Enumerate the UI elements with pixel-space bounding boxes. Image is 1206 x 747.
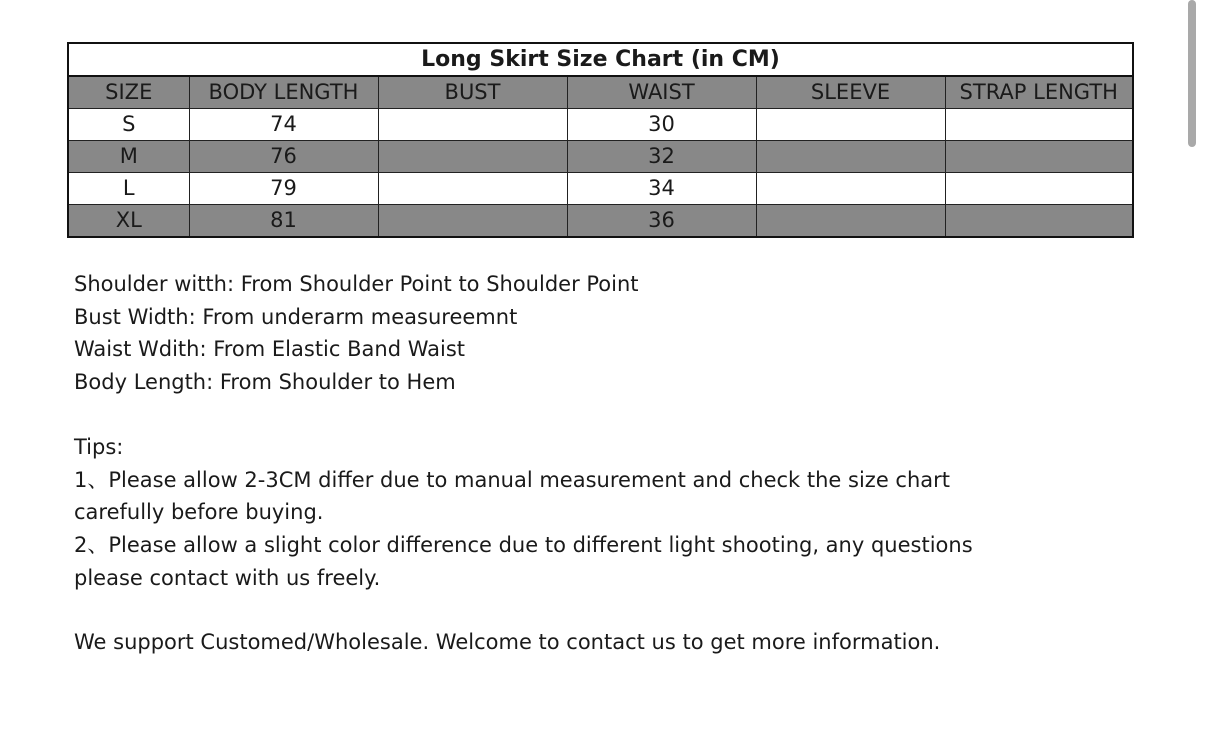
header-cell: BODY LENGTH (189, 77, 378, 109)
table-row (69, 109, 1132, 141)
table-cell: 74 (189, 109, 378, 141)
tips-heading: Tips: (74, 434, 124, 459)
table-cell (378, 205, 567, 237)
table-cell: 76 (189, 141, 378, 173)
scrollbar[interactable] (1188, 0, 1196, 147)
header-cell: SLEEVE (756, 77, 945, 109)
table-cell: 36 (567, 205, 756, 237)
table-header-row (69, 77, 1132, 109)
table-row (69, 141, 1132, 173)
table-cell: M (69, 141, 189, 173)
table-cell (756, 205, 945, 237)
table-cell: S (69, 109, 189, 141)
table-cell: 32 (567, 141, 756, 173)
measurement-note: Waist Wdith: From Elastic Band Waist (74, 337, 465, 362)
size-table (69, 77, 1132, 236)
measurement-note: Body Length: From Shoulder to Hem (74, 370, 456, 395)
table-cell: 30 (567, 109, 756, 141)
tip-line: please contact with us freely. (74, 565, 381, 590)
header-cell: STRAP LENGTH (945, 77, 1132, 109)
table-cell: L (69, 173, 189, 205)
measurement-note: Bust Width: From underarm measureemnt (74, 304, 518, 329)
table-cell: 79 (189, 173, 378, 205)
table-cell (945, 205, 1132, 237)
header-cell: WAIST (567, 77, 756, 109)
table-cell: XL (69, 205, 189, 237)
table-cell (945, 173, 1132, 205)
footer-note: We support Customed/Wholesale. Welcome to contact us to get more information. (74, 630, 941, 655)
chart-title: Long Skirt Size Chart (in CM) (69, 44, 1132, 77)
table-cell (945, 109, 1132, 141)
table-row (69, 205, 1132, 237)
size-notes (74, 268, 1154, 659)
table-cell: 34 (567, 173, 756, 205)
measurement-note: Shoulder witth: From Shoulder Point to Shoulder Point (74, 272, 639, 296)
header-cell: SIZE (69, 77, 189, 109)
table-cell (378, 141, 567, 173)
table-cell (756, 141, 945, 173)
table-cell (378, 173, 567, 205)
table-row (69, 173, 1132, 205)
header-cell: BUST (378, 77, 567, 109)
table-cell (945, 141, 1132, 173)
tip-line: 2、Please allow a slight color difference due to different light shooting, any questions (74, 532, 973, 557)
tip-line: carefully before buying. (74, 500, 324, 525)
table-cell (756, 109, 945, 141)
size-chart (67, 42, 1134, 238)
table-cell: 81 (189, 205, 378, 237)
table-cell (378, 109, 567, 141)
tip-line: 1、Please allow 2-3CM differ due to manual measurement and check the size chart (74, 467, 951, 492)
table-cell (756, 173, 945, 205)
